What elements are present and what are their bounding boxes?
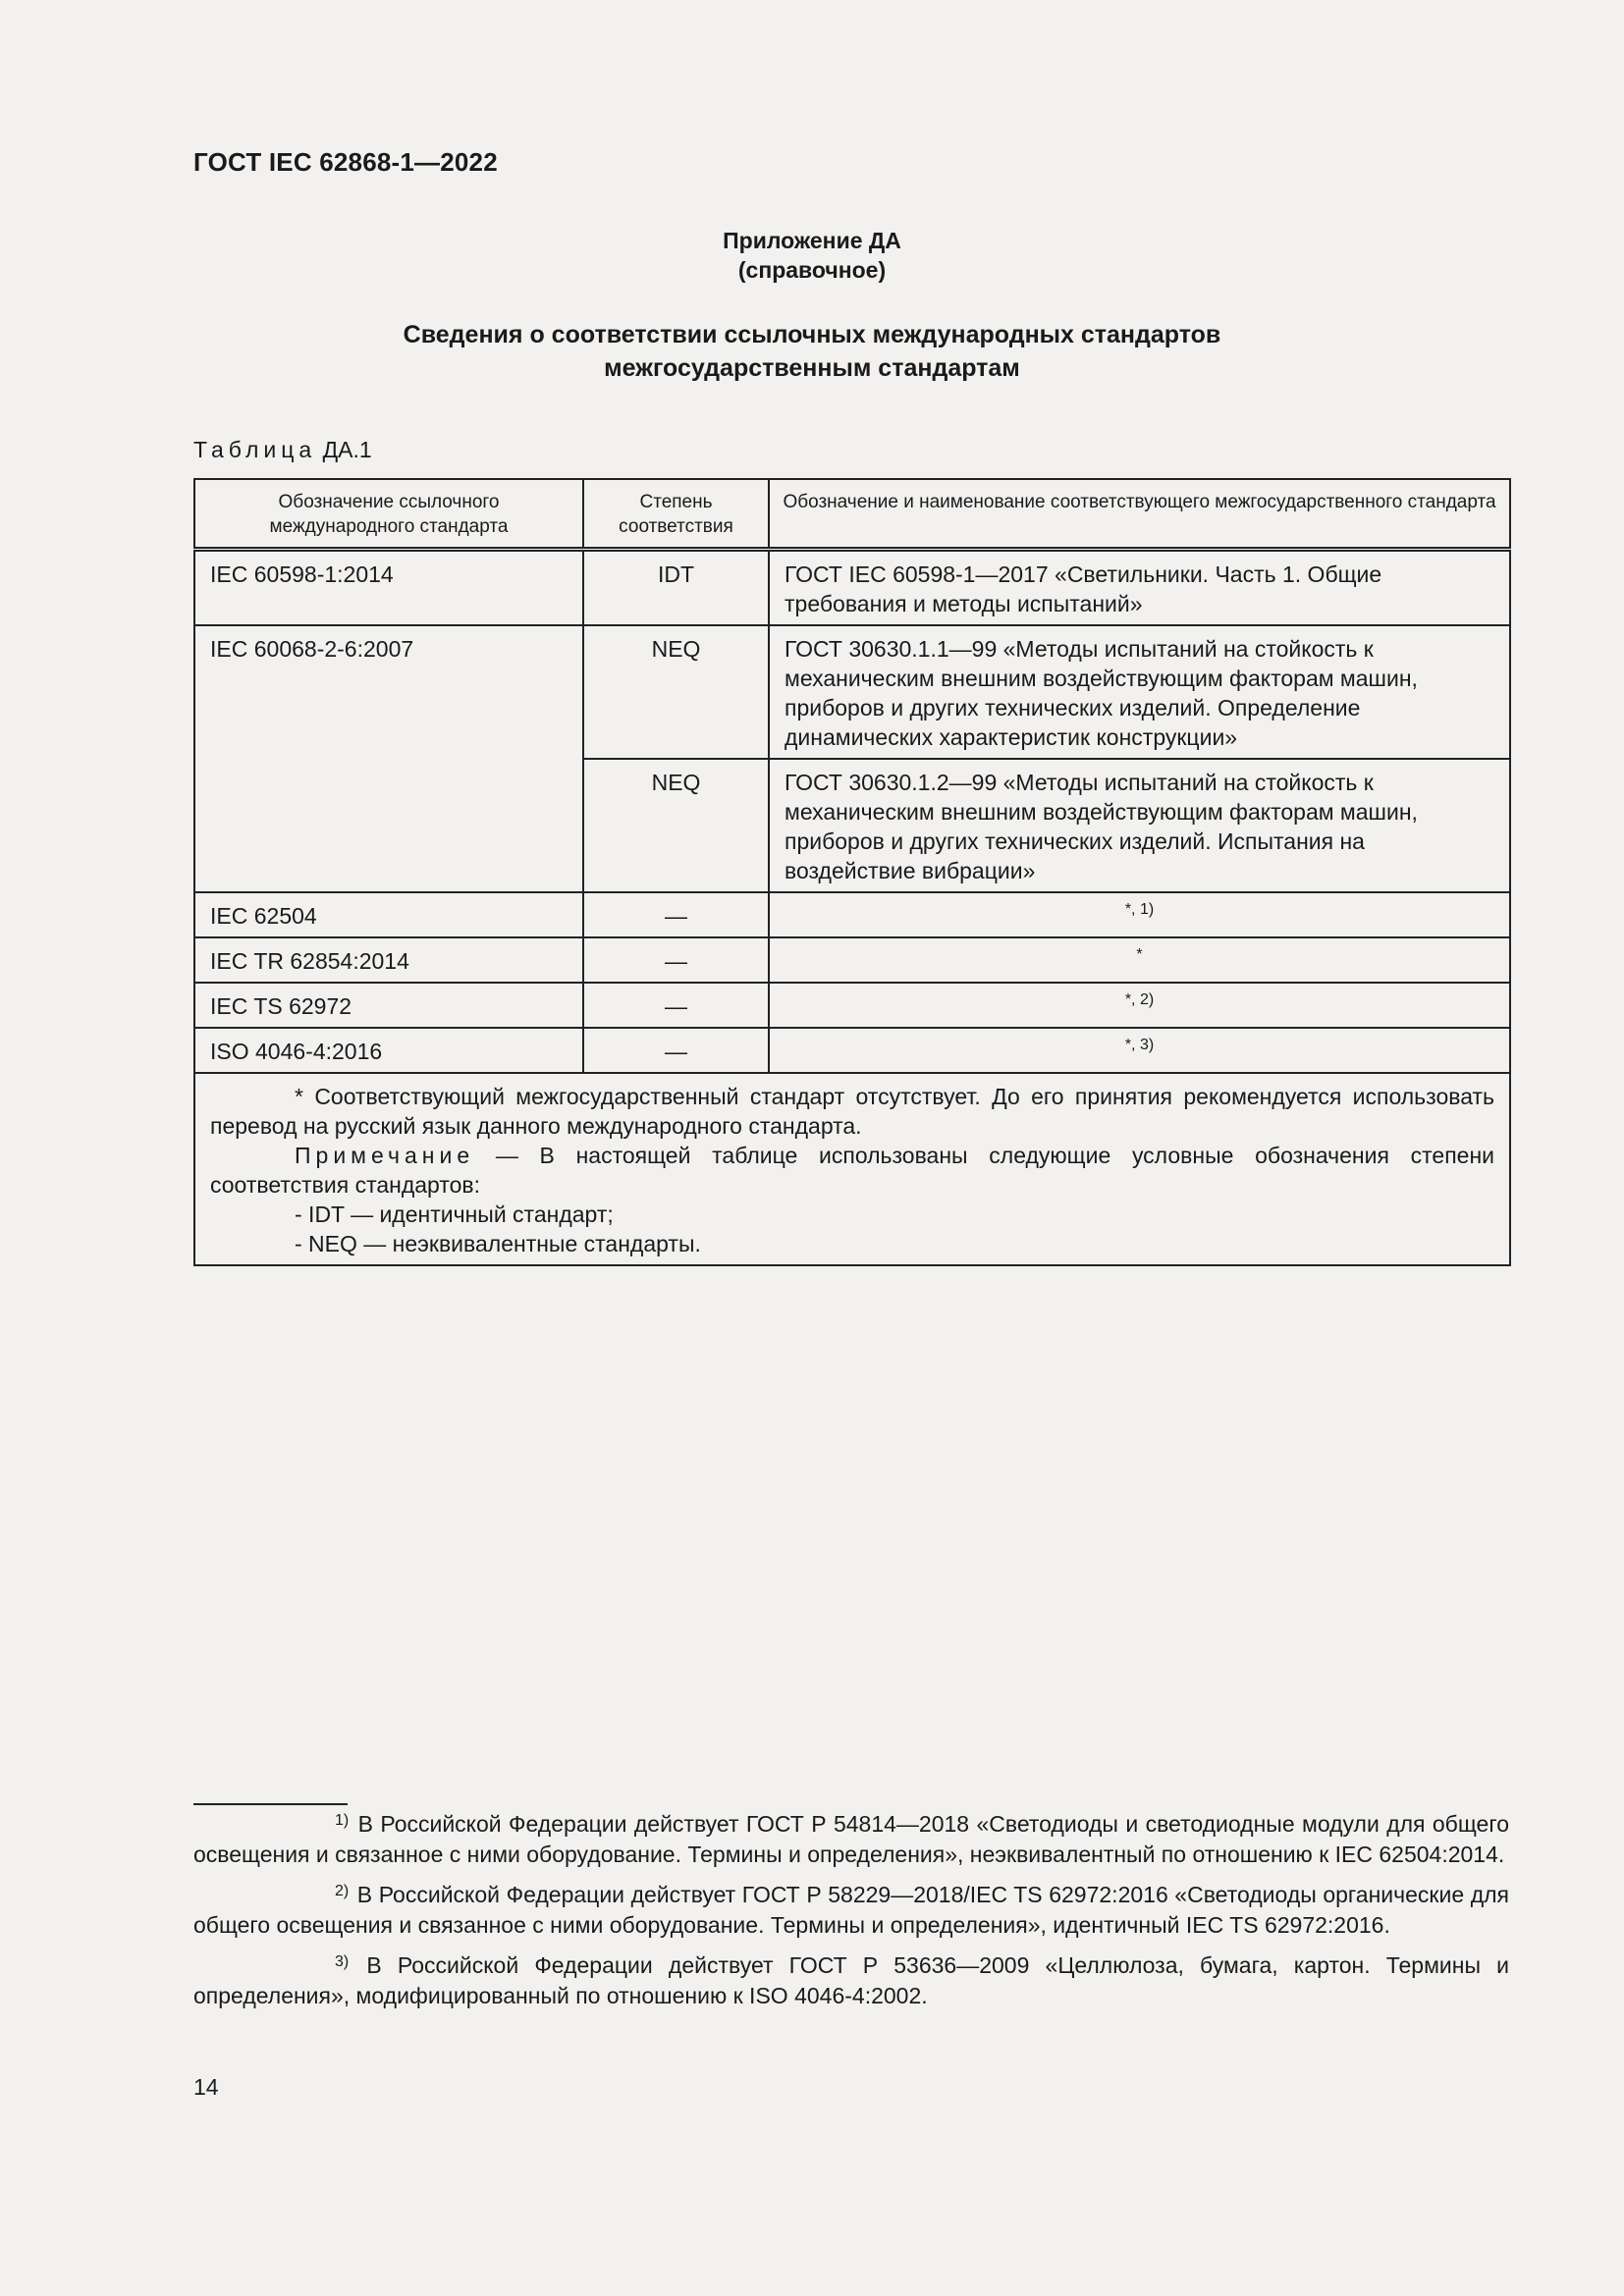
table-label xyxy=(193,437,372,463)
note-paragraph xyxy=(210,1141,1494,1200)
table-row xyxy=(194,550,1510,626)
ref-cell: IEC 62504 xyxy=(194,892,583,937)
standard-cell: ГОСТ IEC 60598-1—2017 «Светильники. Часть 1. Общие требования и методы испытаний» xyxy=(769,550,1510,626)
table-row xyxy=(194,892,1510,937)
standard-cell xyxy=(769,937,1510,983)
correspondence-table xyxy=(193,478,1511,1266)
table-note xyxy=(194,1073,1510,1265)
header-ref-standard: Обозначение ссылочного международного стандарта xyxy=(194,479,583,550)
footnote-ref: * xyxy=(1136,946,1143,963)
footnotes xyxy=(193,1809,1509,2021)
degree-cell: NEQ xyxy=(583,625,769,759)
document-code: ГОСТ IEC 62868-1—2022 xyxy=(193,147,498,177)
heading-line-2: межгосударственным стандартам xyxy=(604,354,1020,382)
degree-cell: — xyxy=(583,983,769,1028)
table-header-row xyxy=(194,479,1510,550)
table-label-word: Таблица xyxy=(193,437,317,462)
asterisk-note: * Соответствующий межгосударственный стандарт отсутствует. До его принятия рекомендуется использовать перевод на русский язык данного международного стандарта. xyxy=(210,1084,1494,1139)
heading-line-1: Сведения о соответствии ссылочных международных стандартов xyxy=(403,321,1221,348)
ref-cell: ISO 4046-4:2016 xyxy=(194,1028,583,1073)
list-item: - NEQ — неэквивалентные стандарты. xyxy=(295,1231,701,1256)
standard-cell xyxy=(769,1028,1510,1073)
footnote-text: В Российской Федерации действует ГОСТ Р 54814—2018 «Светодиоды и светодиодные модули для общего освещения и связанное с ними оборудование. Термины и определения», неэквивалентный по отношению к IEC 62504:2014. xyxy=(193,1811,1509,1867)
degree-cell: IDT xyxy=(583,550,769,626)
footnote xyxy=(193,1950,1509,2011)
table-note-row xyxy=(194,1073,1510,1265)
table-label-number: ДА.1 xyxy=(322,437,372,462)
footnote-ref: *, 2) xyxy=(1124,991,1155,1008)
ref-cell: IEC 60598-1:2014 xyxy=(194,550,583,626)
ref-cell: IEC TR 62854:2014 xyxy=(194,937,583,983)
standard-cell: ГОСТ 30630.1.1—99 «Методы испытаний на стойкость к механическим внешним воздействующим факторам машин, приборов и других технических изделий. Определение динамических характеристик конструкции» xyxy=(769,625,1510,759)
footnote-mark: 3) xyxy=(335,1953,350,1970)
footnote-text: В Российской Федерации действует ГОСТ Р 58229—2018/IEC TS 62972:2016 «Светодиоды органические для общего освещения и связанное с ними оборудование. Термины и определения», идентичный IEC TS 62972:2016. xyxy=(193,1882,1509,1938)
table-row xyxy=(194,1028,1510,1073)
note-word: Примечание xyxy=(295,1143,475,1168)
appendix-title: Приложение ДА xyxy=(723,228,901,253)
footnote-mark: 2) xyxy=(335,1883,350,1899)
degree-cell: NEQ xyxy=(583,759,769,892)
header-degree: Степень соответствия xyxy=(583,479,769,550)
footnote-text: В Российской Федерации действует ГОСТ Р 53636—2009 «Целлюлоза, бумага, картон. Термины и определения», модифицированный по отношению к ISO 4046-4:2002. xyxy=(193,1952,1509,2008)
ref-cell: IEC 60068-2-6:2007 xyxy=(194,625,583,892)
degree-cell: — xyxy=(583,892,769,937)
ref-cell: IEC TS 62972 xyxy=(194,983,583,1028)
header-interstate-standard: Обозначение и наименование соответствующего межгосударственного стандарта xyxy=(769,479,1510,550)
degree-cell: — xyxy=(583,1028,769,1073)
table-row xyxy=(194,625,1510,759)
footnote xyxy=(193,1880,1509,1941)
table-row xyxy=(194,937,1510,983)
standard-cell xyxy=(769,892,1510,937)
appendix-heading xyxy=(0,318,1624,385)
footnote xyxy=(193,1809,1509,1870)
standard-cell xyxy=(769,983,1510,1028)
appendix-kind: (справочное) xyxy=(737,257,887,283)
standard-cell: ГОСТ 30630.1.2—99 «Методы испытаний на стойкость к механическим внешним воздействующим факторам машин, приборов и других технических изделий. Испытания на воздействие вибрации» xyxy=(769,759,1510,892)
footnote-ref: *, 3) xyxy=(1124,1037,1155,1053)
note-text: — В настоящей таблице использованы следующие условные обозначения степени соответствия стандартов: xyxy=(210,1143,1494,1198)
table-row xyxy=(194,983,1510,1028)
footnote-mark: 1) xyxy=(335,1812,350,1829)
list-item: - IDT — идентичный стандарт; xyxy=(295,1201,614,1227)
footnote-ref: *, 1) xyxy=(1124,901,1155,918)
degree-cell: — xyxy=(583,937,769,983)
page-number: 14 xyxy=(193,2074,219,2100)
